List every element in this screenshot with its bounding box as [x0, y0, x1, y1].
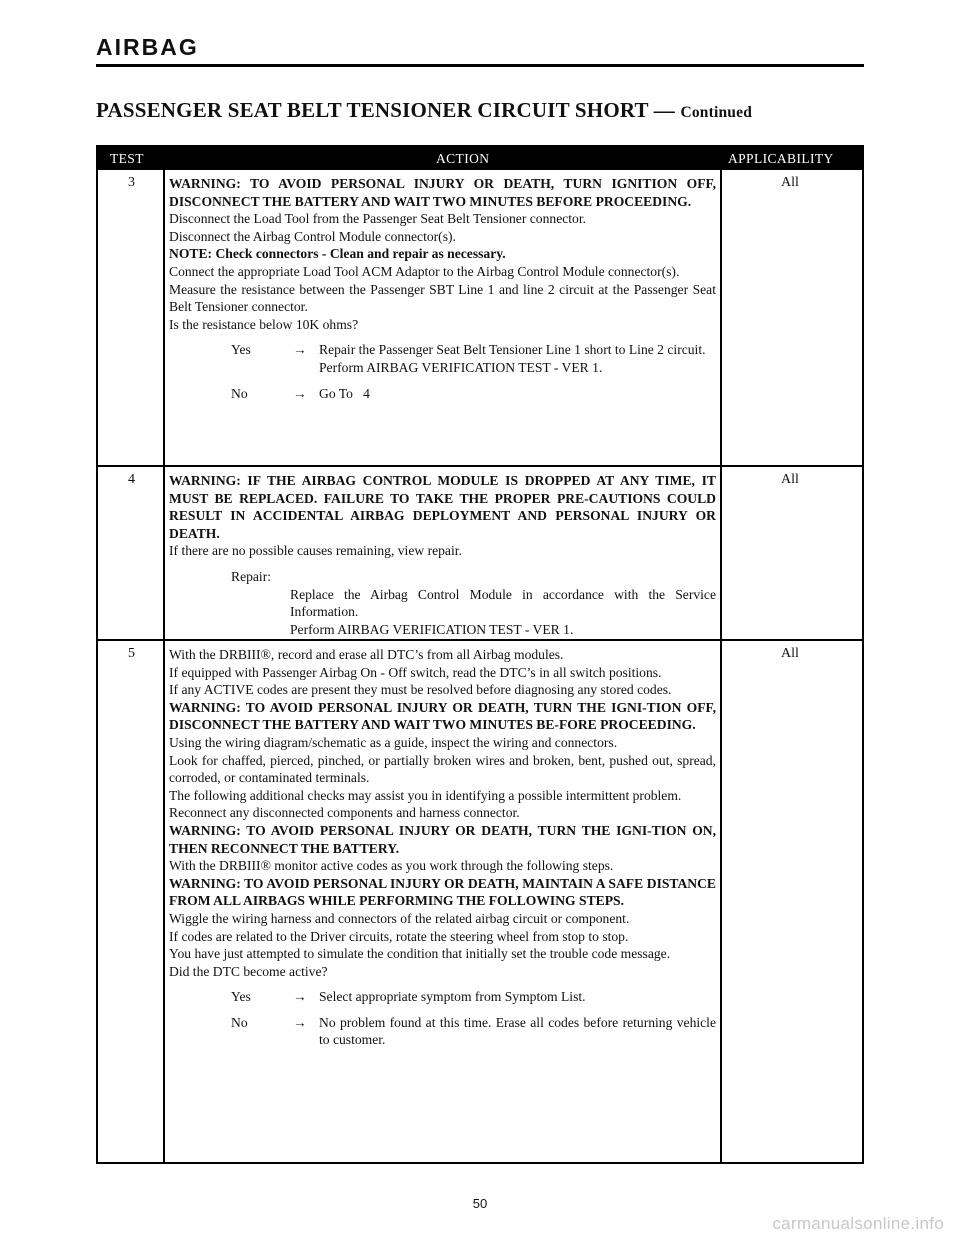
- answer-result: [319, 341, 716, 376]
- question-text: Did the DTC become active?: [169, 963, 328, 979]
- action-step: Look for chaffed, pierced, pinched, or partially broken wires and broken, bent, pushed out, spread, corroded, or contaminated terminals.: [169, 752, 716, 786]
- action-step: Using the wiring diagram/schematic as a guide, inspect the wiring and connectors.: [169, 734, 618, 750]
- test-number: 3: [128, 175, 135, 190]
- diagnostic-table: [96, 145, 864, 1164]
- action-step: If any ACTIVE codes are present they must be resolved before diagnosing any stored codes.: [169, 682, 672, 698]
- table-row: [98, 467, 862, 641]
- applicability: All: [781, 472, 799, 487]
- test-number: 4: [128, 472, 135, 487]
- answer-yes: [169, 988, 716, 1006]
- repair-line: Perform AIRBAG VERIFICATION TEST - VER 1.: [290, 621, 574, 637]
- test-number: 5: [128, 646, 135, 661]
- page-title-main: PASSENGER SEAT BELT TENSIONER CIRCUIT SHORT —: [96, 98, 675, 122]
- column-header-test: TEST: [110, 151, 144, 166]
- column-header-applicability: APPLICABILITY: [728, 151, 834, 166]
- warning-text: WARNING: TO AVOID PERSONAL INJURY OR DEATH, MAINTAIN A SAFE DISTANCE FROM ALL AIRBAGS WHILE PERFORMING THE FOLLOWING STEPS.: [169, 875, 716, 909]
- result-line: No problem found at this time. Erase all codes before returning vehicle to customer.: [319, 1014, 716, 1048]
- applicability: All: [781, 175, 799, 190]
- warning-text: WARNING: IF THE AIRBAG CONTROL MODULE IS DROPPED AT ANY TIME, IT MUST BE REPLACED. FAILURE TO TAKE THE PROPER PRE-CAUTIONS COULD RESULT IN ACCIDENTAL AIRBAG DEPLOYMENT AND PERSONAL INJURY OR DEATH.: [169, 473, 716, 541]
- repair-label: Repair:: [231, 568, 272, 584]
- repair-instructions: [169, 586, 716, 639]
- answer-label: Yes: [231, 989, 251, 1005]
- answer-no: [169, 1014, 716, 1049]
- action-step: Wiggle the wiring harness and connectors of the related airbag circuit or component.: [169, 910, 630, 926]
- question-text: Is the resistance below 10K ohms?: [169, 316, 359, 332]
- answer-no: [169, 385, 716, 403]
- answer-label: Yes: [231, 342, 251, 358]
- repair-line: Replace the Airbag Control Module in accordance with the Service Information.: [290, 586, 716, 620]
- page-number: 50: [472, 1196, 488, 1211]
- section-divider: [96, 64, 864, 67]
- result-line: Perform AIRBAG VERIFICATION TEST - VER 1.: [319, 359, 603, 375]
- answer-label: No: [231, 385, 248, 401]
- answer-yes: [169, 341, 716, 376]
- applicability: All: [781, 646, 799, 661]
- answer-label: No: [231, 1014, 248, 1030]
- action-step: You have just attempted to simulate the condition that initially set the trouble code message.: [169, 946, 671, 962]
- action-step: With the DRBIII®, record and erase all DTC’s from all Airbag modules.: [169, 647, 564, 662]
- table-header: [98, 147, 862, 170]
- action-step: The following additional checks may assist you in identifying a possible intermittent problem.: [169, 787, 682, 803]
- arrow-icon: →: [293, 1014, 307, 1030]
- action-cell: [169, 646, 716, 1049]
- result-line: Repair the Passenger Seat Belt Tensioner Line 1 short to Line 2 circuit.: [319, 342, 706, 358]
- action-step: Reconnect any disconnected components and harness connector.: [169, 805, 520, 821]
- action-cell: [169, 472, 716, 638]
- action-step: With the DRBIII® monitor active codes as you work through the following steps.: [169, 858, 614, 874]
- warning-text: WARNING: TO AVOID PERSONAL INJURY OR DEATH, TURN IGNITION OFF, DISCONNECT THE BATTERY AND WAIT TWO MINUTES BEFORE PROCEEDING.: [169, 176, 716, 209]
- action-step: If equipped with Passenger Airbag On - Off switch, read the DTC’s in all switch positions.: [169, 664, 662, 680]
- arrow-icon: →: [293, 342, 307, 358]
- action-step: Disconnect the Airbag Control Module connector(s).: [169, 228, 456, 244]
- warning-text: WARNING: TO AVOID PERSONAL INJURY OR DEATH, TURN THE IGNI-TION ON, THEN RECONNECT THE BATTERY.: [169, 822, 716, 856]
- action-cell: [169, 175, 716, 402]
- result-line: Select appropriate symptom from Symptom List.: [319, 989, 586, 1005]
- warning-text: WARNING: TO AVOID PERSONAL INJURY OR DEATH, TURN THE IGNI-TION OFF, DISCONNECT THE BATTERY AND WAIT TWO MINUTES BE-FORE PROCEEDING.: [169, 699, 716, 733]
- page-title: [96, 98, 752, 123]
- watermark: carmanualsonline.info: [772, 1214, 944, 1233]
- action-step: Connect the appropriate Load Tool ACM Adaptor to the Airbag Control Module connector(s).: [169, 263, 680, 279]
- column-header-action: ACTION: [436, 151, 490, 166]
- action-step: If there are no possible causes remaining, view repair.: [169, 543, 462, 559]
- answer-result: [319, 988, 716, 1006]
- action-step: Disconnect the Load Tool from the Passenger Seat Belt Tensioner connector.: [169, 211, 587, 227]
- page-title-continued: Continued: [680, 104, 753, 121]
- answer-result: [319, 1014, 716, 1049]
- arrow-icon: →: [293, 385, 307, 401]
- table-row: [98, 170, 862, 467]
- result-line: Go To 4: [319, 385, 370, 401]
- action-step: Measure the resistance between the Passenger SBT Line 1 and line 2 circuit at the Passenger Seat Belt Tensioner connector.: [169, 281, 716, 315]
- note-text: NOTE: Check connectors - Clean and repair as necessary.: [169, 246, 506, 262]
- answer-result: [319, 385, 716, 403]
- table-row: [98, 641, 862, 1162]
- section-title: AIRBAG: [96, 34, 199, 60]
- action-step: If codes are related to the Driver circuits, rotate the steering wheel from stop to stop.: [169, 928, 629, 944]
- arrow-icon: →: [293, 989, 307, 1005]
